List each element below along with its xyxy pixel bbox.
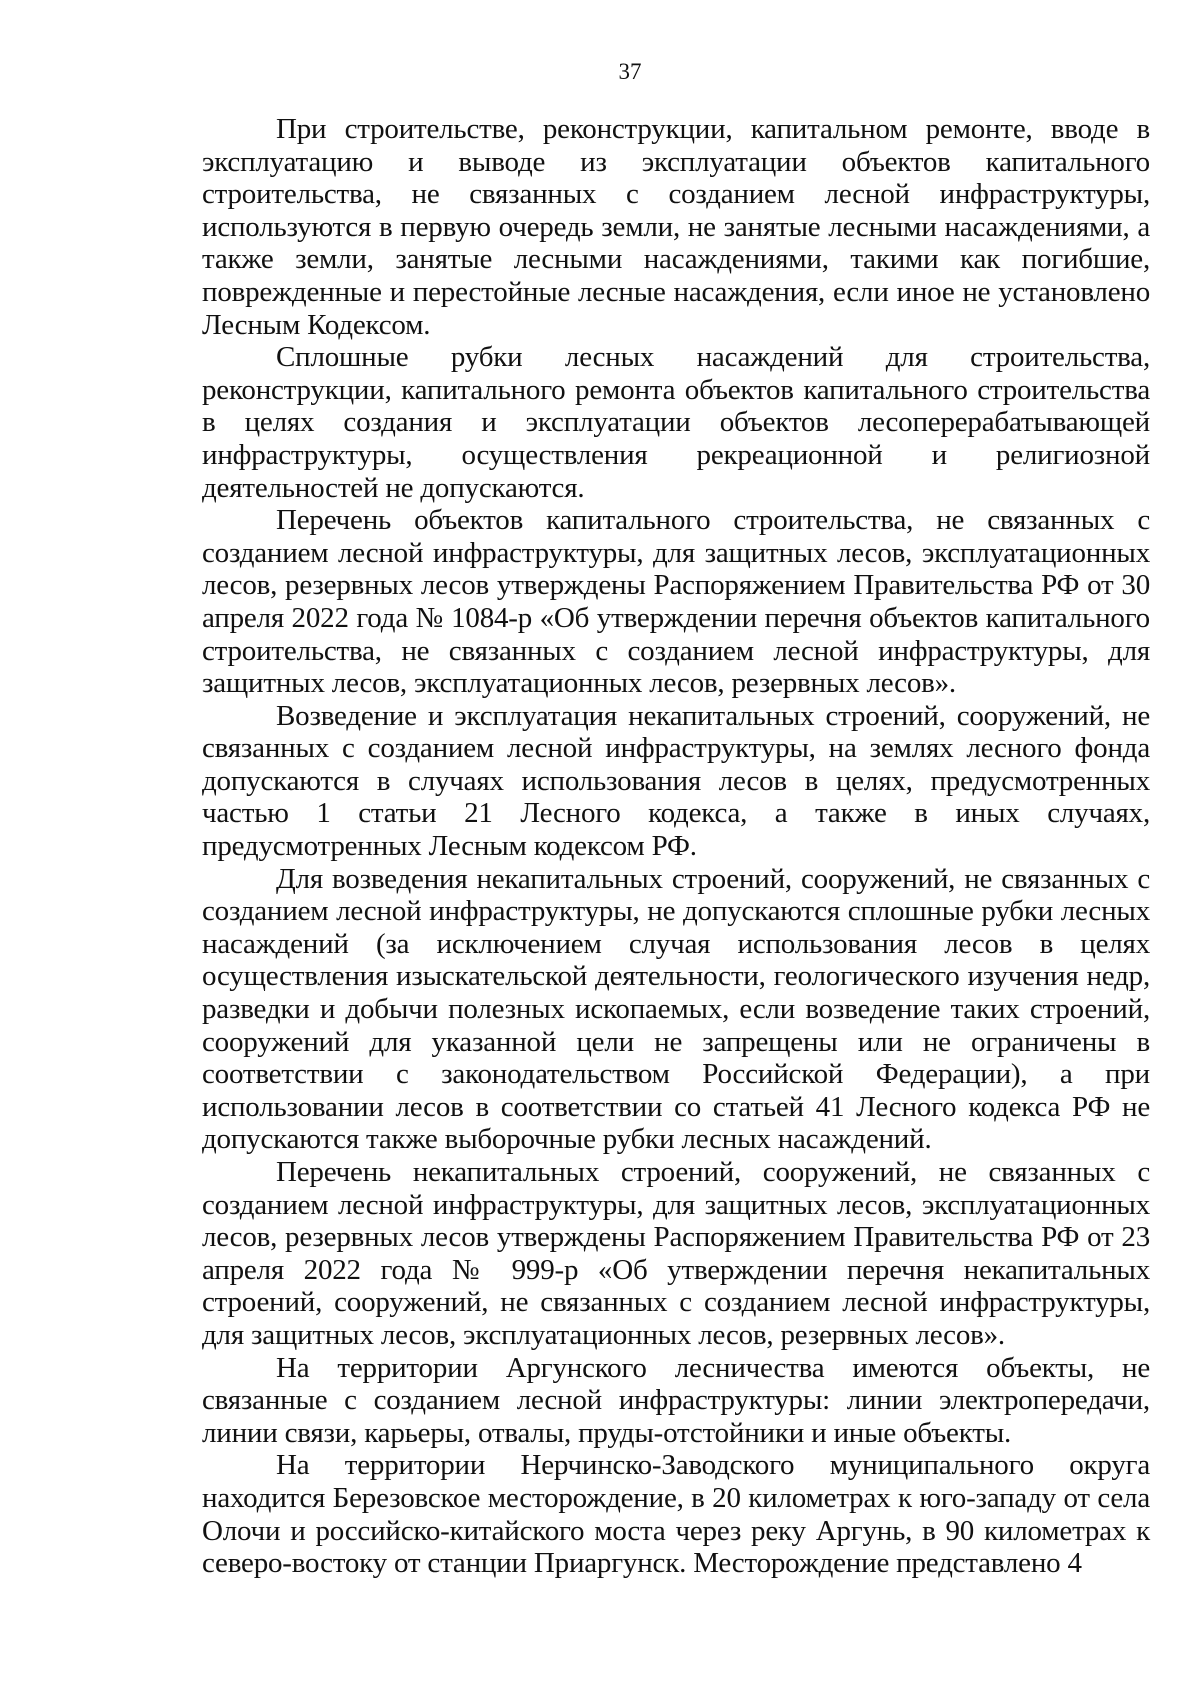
paragraph-non-capital-structures: Возведение и эксплуатация некапитальных строений, сооружений, не связанных с созданием лесной инфраструктуры, на землях лесного фонда допускаются в случаях использования лесов в целях, предусмотренных частью 1 статьи 21 Лесного кодекса, а также в иных случаях, предусмотренных Лесным кодексом РФ. (202, 699, 1150, 863)
paragraph-non-capital-objects-list: Перечень некапитальных строений, сооружений, не связанных с созданием лесной инфраструктуры, для защитных лесов, эксплуатационных лесов, резервных лесов утверждены Распоряжением Правительства РФ от 23 апреля 2022 года № 999-р «Об утверждении перечня некапитальных строений, сооружений, не связанных с созданием лесной инфраструктуры, для защитных лесов, эксплуатационных лесов, резервных лесов». (202, 1156, 1150, 1351)
paragraph-argun-forestry-objects: На территории Аргунского лесничества имеются объекты, не связанные с созданием лесной инфраструктуры: линии электропередачи, линии связи, карьеры, отвалы, пруды-отстойники и иные объекты. (202, 1351, 1150, 1449)
paragraph-capital-objects-list: Перечень объектов капитального строительства, не связанных с созданием лесной инфраструктуры, для защитных лесов, эксплуатационных лесов, резервных лесов утверждены Распоряжением Правительства РФ от 30 апреля 2022 года № 1084-р «Об утверждении перечня объектов капитального строительства, не связанных с созданием лесной инфраструктуры, для защитных лесов, эксплуатационных лесов, резервных лесов». (202, 504, 1150, 700)
paragraph-clear-cutting-prohibition: Сплошные рубки лесных насаждений для строительства, реконструкции, капитального ремонта объектов капитального строительства в целях создания и эксплуатации объектов лесоперерабатывающей инфраструктуры, осуществления рекреационной и религиозной деятельностей не допускаются. (202, 341, 1150, 504)
page-number: 37 (618, 59, 642, 84)
paragraph-non-capital-cutting-rules: Для возведения некапитальных строений, сооружений, не связанных с созданием лесной инфраструктуры, не допускаются сплошные рубки лесных насаждений (за исключением случая использования лесов в целях осуществления изыскательской деятельности, геологического изучения недр, разведки и добычи полезных ископаемых, если возведение таких строений, сооружений для указанной цели не запрещены или не ограничены в соответствии с законодательством Российской Федерации), а при использовании лесов в соответствии со статьей 41 Лесного кодекса РФ не допускаются также выборочные рубки лесных насаждений. (202, 862, 1150, 1156)
paragraph-construction-land-use: При строительстве, реконструкции, капитальном ремонте, вводе в эксплуатацию и выводе из эксплуатации объектов капитального строительства, не связанных с созданием лесной инфраструктуры, используются в первую очередь земли, не занятые лесными насаждениями, а также земли, занятые лесными насаждениями, такими как погибшие, поврежденные и перестойные лесные насаждения, если иное не установлено Лесным Кодексом. (202, 113, 1150, 341)
paragraph-berezovskoe-deposit: На территории Нерчинско-Заводского муниципального округа находится Березовское месторождение, в 20 километрах к юго-западу от села Олочи и российско-китайского моста через реку Аргунь, в 90 километрах к северо-востоку от станции Приаргунск. Месторождение представлено 4 (202, 1449, 1150, 1580)
document-body (202, 113, 1150, 1580)
